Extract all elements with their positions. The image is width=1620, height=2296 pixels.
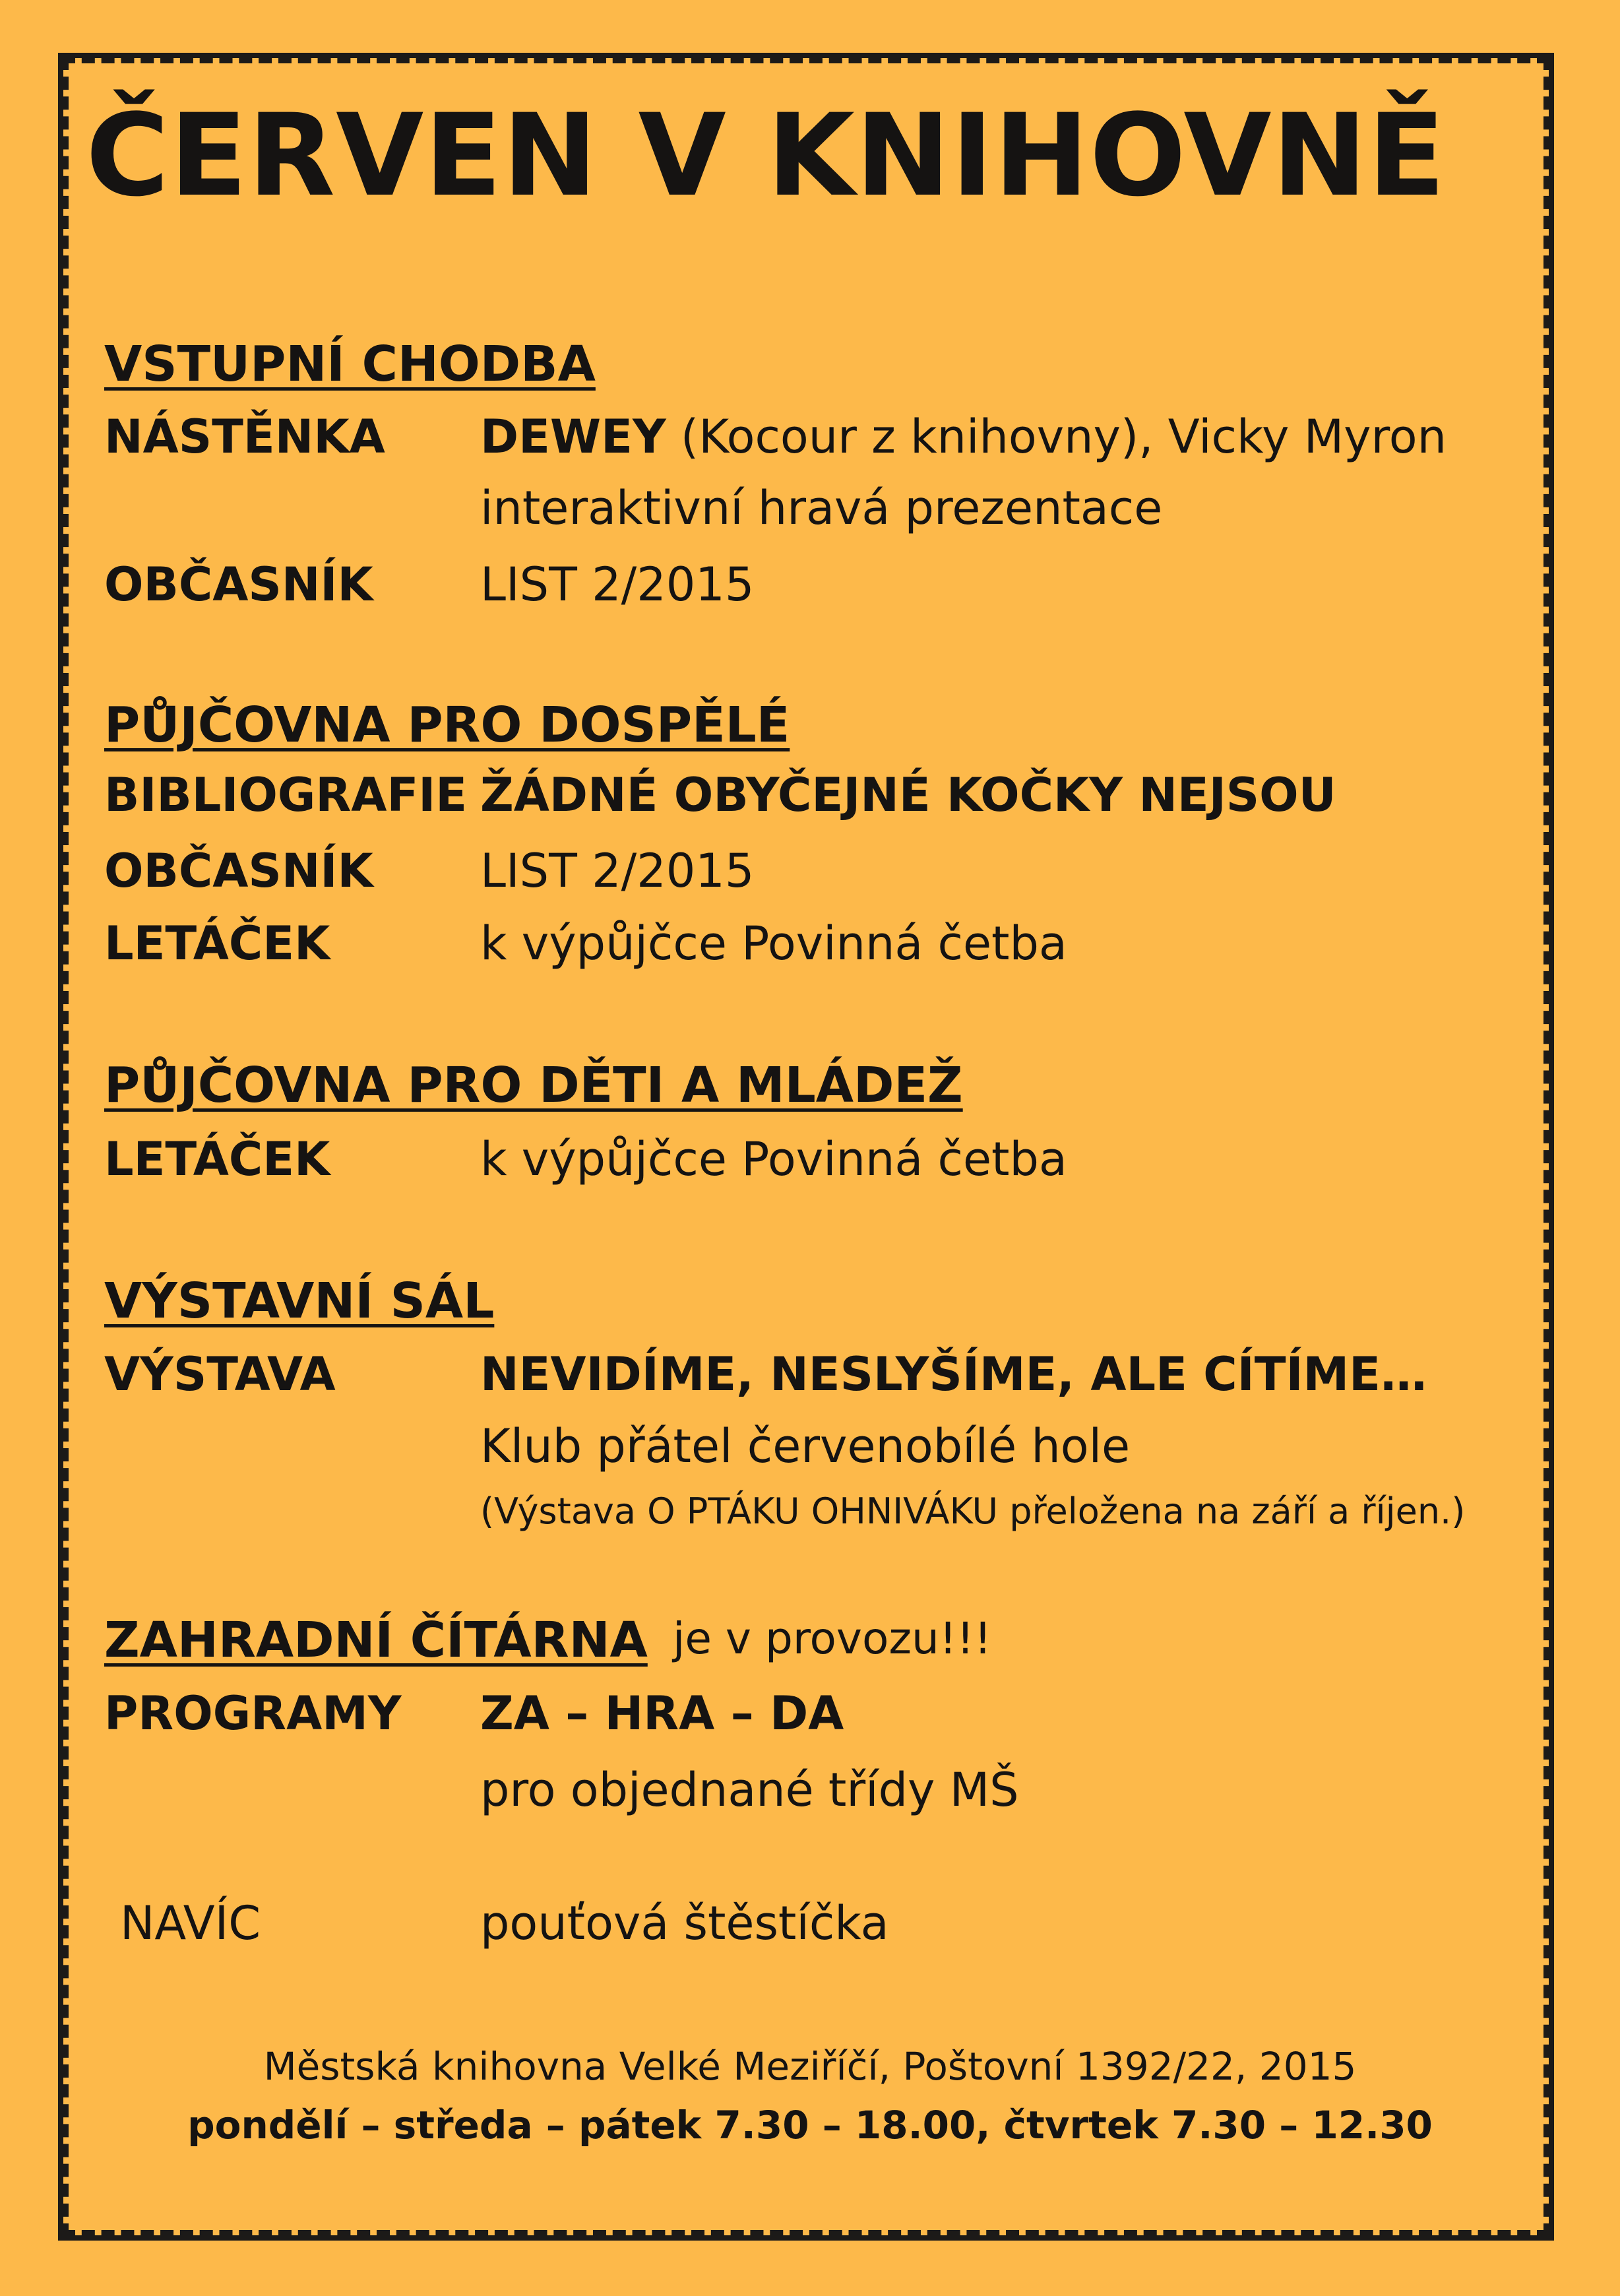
value-obcasnik-1: LIST 2/2015 xyxy=(480,558,755,612)
value-vystava-note: (Výstava O PTÁKU OHNIVÁKU přeložena na září a říjen.) xyxy=(480,1490,1466,1532)
section-heading-deti: PŮJČOVNA PRO DĚTI A MLÁDEŽ xyxy=(104,1057,963,1114)
value-nastenka-bold: DEWEY xyxy=(480,410,666,464)
section-heading-vystavni-sal: VÝSTAVNÍ SÁL xyxy=(104,1273,495,1329)
value-vystava-line2: Klub přátel červenobílé hole xyxy=(480,1419,1131,1473)
footer-opening-hours: pondělí – středa – pátek 7.30 – 18.00, čtvrtek 7.30 – 12.30 xyxy=(187,2103,1433,2148)
label-programy: PROGRAMY xyxy=(104,1686,402,1740)
value-obcasnik-2: LIST 2/2015 xyxy=(480,844,755,898)
value-letacek-2: k výpůjčce Povinná četba xyxy=(480,1132,1067,1186)
label-bibliografie: BIBLIOGRAFIE xyxy=(104,768,468,822)
label-nastenka: NÁSTĚNKA xyxy=(104,410,385,464)
label-navic: NAVÍC xyxy=(120,1896,261,1950)
label-obcasnik-1: OBČASNÍK xyxy=(104,558,373,612)
value-letacek-1: k výpůjčce Povinná četba xyxy=(480,916,1067,971)
value-programy: ZA – HRA – DA xyxy=(480,1686,844,1740)
value-nastenka-rest: (Kocour z knihovny), Vicky Myron xyxy=(666,410,1447,464)
value-navic: pouťová štěstíčka xyxy=(480,1896,889,1950)
value-vystava: NEVIDÍME, NESLYŠÍME, ALE CÍTÍME… xyxy=(480,1347,1427,1401)
section-heading-dospele: PŮJČOVNA PRO DOSPĚLÉ xyxy=(104,697,790,753)
section-heading-vstupni-chodba: VSTUPNÍ CHODBA xyxy=(104,336,596,393)
label-obcasnik-2: OBČASNÍK xyxy=(104,844,373,898)
value-bibliografie: ŽÁDNÉ OBYČEJNÉ KOČKY NEJSOU xyxy=(480,768,1336,822)
label-letacek-2: LETÁČEK xyxy=(104,1132,330,1186)
value-programy-line2: pro objednané třídy MŠ xyxy=(480,1763,1019,1817)
footer-address: Městská knihovna Velké Meziříčí, Poštovní 1392/22, 2015 xyxy=(263,2044,1357,2089)
value-nastenka xyxy=(480,410,1447,464)
page-title: ČERVEN V KNIHOVNĚ xyxy=(86,89,1446,222)
label-letacek-1: LETÁČEK xyxy=(104,916,330,971)
zahradni-citarna-note: je v provozu!!! xyxy=(673,1613,992,1664)
value-nastenka-line2: interaktivní hravá prezentace xyxy=(480,481,1163,535)
section-heading-zahradni-citarna: ZAHRADNÍ ČÍTÁRNA xyxy=(104,1612,648,1669)
label-vystava: VÝSTAVA xyxy=(104,1347,336,1401)
